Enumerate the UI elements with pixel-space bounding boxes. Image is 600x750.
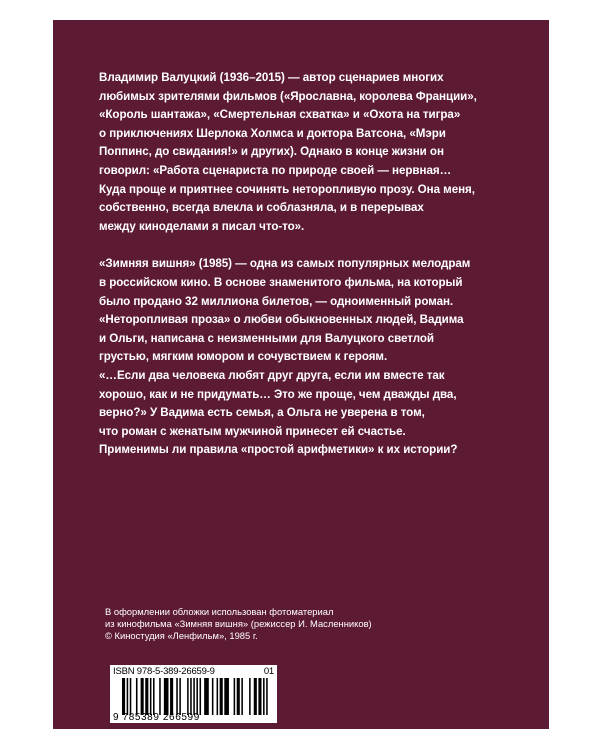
barcode-bar	[136, 678, 138, 715]
barcode-image	[121, 678, 271, 715]
barcode-area	[113, 678, 274, 723]
barcode-bar	[212, 678, 214, 715]
credits-line: © Киностудия «Ленфильм», 1985 г.	[105, 630, 258, 642]
barcode-bar	[217, 678, 219, 715]
annotation-line: было продано 32 миллиона билетов, — одноименный роман.	[99, 294, 454, 308]
annotation-paragraph-novel	[99, 255, 509, 460]
barcode-bar	[258, 678, 261, 715]
barcode-bar	[193, 678, 195, 715]
annotation-line: собственно, всегда влекла и соблазняла, и в перерывах	[99, 201, 424, 215]
annotation-line: «…Если два человека любят друг друга, если им вместе так	[99, 368, 445, 382]
barcode-bar	[150, 678, 152, 715]
annotation-line: Куда проще и приятнее сочинять неторопливую прозу. Она меня,	[99, 182, 475, 196]
barcode-bar	[196, 678, 198, 715]
annotation-line: между киноделами я писал что-то».	[99, 219, 305, 233]
barcode-bar	[190, 678, 192, 715]
annotation-line: о приключениях Шерлока Холмса и доктора Ватсона, «Мэри	[99, 126, 446, 140]
barcode-bar	[127, 678, 129, 715]
annotation-line: что роман с женатым мужчиной принесет ей счастье.	[99, 424, 406, 438]
barcode-bar	[254, 678, 257, 715]
barcode-bar	[187, 678, 189, 715]
barcode-bar	[170, 678, 173, 715]
credits-line: из кинофильма «Зимняя вишня» (режиссер И. Масленников)	[105, 618, 372, 630]
barcode-bar	[153, 678, 155, 715]
annotation-line: «Неторопливая проза» о любви обыкновенных людей, Вадима	[99, 313, 464, 327]
back-cover	[53, 20, 549, 729]
barcode-bar	[204, 678, 209, 715]
barcode-bar	[220, 678, 223, 715]
barcode-bar	[141, 678, 144, 715]
barcode-bar	[266, 678, 268, 715]
annotation-line: любимых зрителями фильмов («Ярославна, королева Франции»,	[99, 89, 477, 103]
annotation-line: «Король шантажа», «Смертельная схватка» и «Охота на тигра»	[99, 108, 461, 122]
barcode-bar	[130, 678, 132, 715]
barcode-box	[110, 665, 277, 723]
annotation-line: хорошо, как и не придумать… Это же проще, чем дважды два,	[99, 387, 457, 401]
barcode-bar	[159, 678, 161, 715]
book-annotation	[99, 69, 509, 460]
annotation-line: Владимир Валуцкий (1936–2015) — автор сценариев многих	[99, 71, 444, 84]
annotation-line: верно?» У Вадима есть семья, а Ольга не уверена в том,	[99, 406, 425, 420]
barcode-bar	[237, 678, 240, 715]
barcode-bar	[164, 678, 169, 715]
barcode-bar	[263, 678, 265, 715]
barcode-bar	[179, 678, 181, 715]
annotation-line: «Зимняя вишня» (1985) — одна из самых популярных мелодрам	[99, 257, 471, 271]
isbn-number: ISBN 978-5-389-26659-9	[113, 666, 215, 677]
annotation-line: Применимы ли правила «простой арифметики» к их истории?	[99, 443, 458, 457]
cover-credits	[105, 606, 505, 643]
credits-line: В оформлении обложки использован фотоматериал	[105, 606, 334, 617]
barcode-bar	[249, 678, 251, 715]
isbn-addon: 01	[263, 666, 274, 677]
barcode-bar	[224, 678, 229, 715]
annotation-line: говорил: «Работа сценариста по природе своей — нервная…	[99, 163, 452, 177]
barcode-bar	[176, 678, 178, 715]
barcode-bar	[122, 678, 125, 715]
barcode-bar	[241, 678, 243, 715]
annotation-line: Поппинс, до свидания!» и других). Однако в конце жизни он	[99, 145, 444, 159]
annotation-line: в российском кино. В основе знаменитого фильма, на который	[99, 275, 463, 289]
barcode-bar	[200, 678, 202, 715]
annotation-paragraph-author	[99, 69, 509, 236]
barcode-bar	[234, 678, 236, 715]
barcode-bar	[145, 678, 148, 715]
annotation-line: грустью, мягким юмором и сочувствием к героям.	[99, 350, 388, 364]
isbn-row	[113, 667, 274, 677]
ean-digits: 9 785389 266599	[113, 712, 200, 723]
annotation-line: и Ольги, написана с неизменными для Валуцкого светлой	[99, 331, 435, 345]
